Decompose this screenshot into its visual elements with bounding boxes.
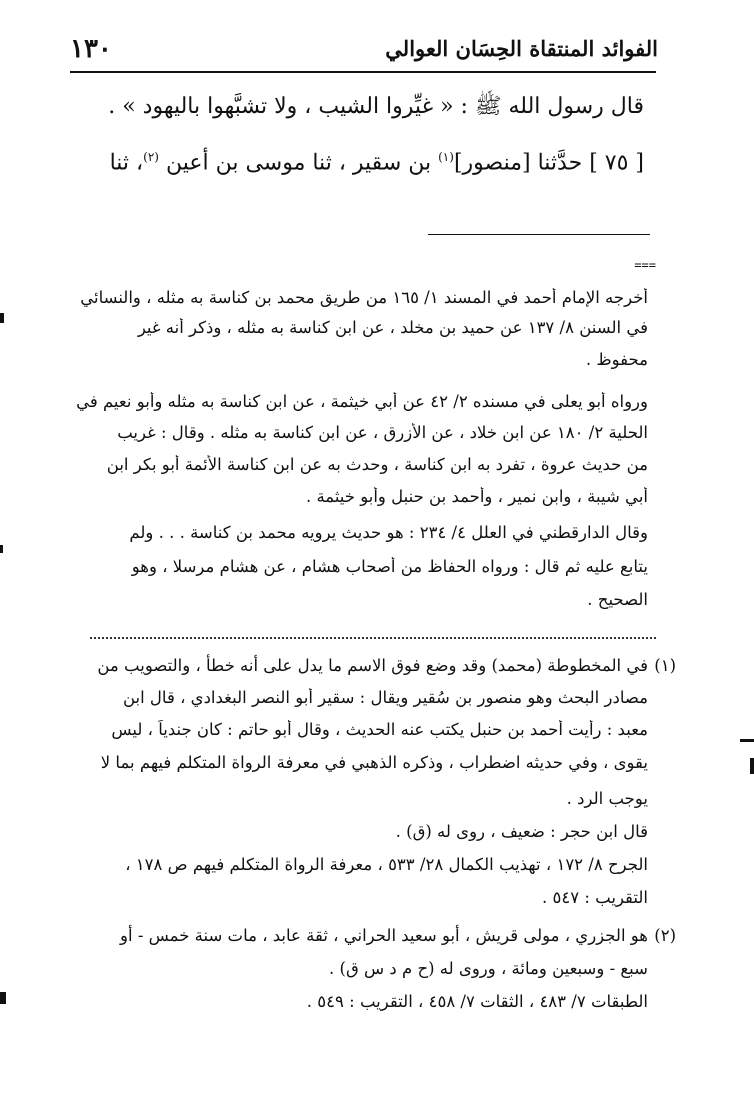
footnote-line bbox=[68, 926, 676, 945]
continuation-mark: === bbox=[634, 258, 656, 272]
scan-artifact bbox=[0, 992, 6, 1004]
note-line: وقال الدارقطني في العلل ٤/ ٢٣٤ : هو حديث يرويه محمد بن كناسة . . . ولم bbox=[129, 523, 648, 542]
header-rule bbox=[70, 71, 656, 73]
scan-artifact bbox=[0, 313, 4, 323]
footnote-line bbox=[68, 656, 676, 675]
footnote-number: (١) bbox=[654, 656, 676, 675]
page-header bbox=[60, 34, 658, 74]
footnote-separator bbox=[428, 234, 650, 235]
hadith-text-line: قال رسول الله ﷺ : « غيِّروا الشيب ، ولا تشبَّهوا باليهود » . bbox=[108, 94, 644, 119]
note-line: يتابع عليه ثم قال : ورواه الحفاظ من أصحاب هشام ، عن هشام مرسلا ، وهو bbox=[131, 557, 648, 576]
note-line: محفوظ . bbox=[585, 350, 648, 369]
note-line: ورواه أبو يعلى في مسنده ٢/ ٤٢ عن أبي خيثمة ، عن ابن كناسة به مثله وأبو نعيم في bbox=[76, 392, 648, 411]
running-title: الفوائد المنتقاة الحِسَان العوالي bbox=[385, 36, 658, 61]
footnote-text: في المخطوطة (محمد) وقد وضع فوق الاسم ما يدل على أنه خطأ ، والتصويب من bbox=[97, 656, 648, 675]
scan-artifact bbox=[740, 739, 754, 742]
note-line: الصحيح . bbox=[587, 590, 648, 609]
page-number: ١٣٠ bbox=[70, 34, 112, 64]
footnote-line: الطبقات ٧/ ٤٨٣ ، الثقات ٧/ ٤٥٨ ، التقريب : ٥٤٩ . bbox=[306, 992, 648, 1011]
footnote-line: قال ابن حجر : ضعيف ، روى له (ق) . bbox=[395, 822, 648, 841]
footnote-line: الجرح ٨/ ١٧٢ ، تهذيب الكمال ٢٨/ ٥٣٣ ، معرفة الرواة المتكلم فيهم ص ١٧٨ ، bbox=[125, 855, 648, 874]
scan-artifact bbox=[750, 758, 754, 774]
note-line: أخرجه الإمام أحمد في المسند ١/ ١٦٥ من طريق محمد بن كناسة به مثله ، والنسائي bbox=[80, 288, 648, 307]
footnote-ref-2: (٢) bbox=[143, 150, 159, 164]
note-line: من حديث عروة ، تفرد به ابن كناسة ، وحدث به عن ابن كناسة الأئمة أبو بكر ابن bbox=[106, 455, 648, 474]
isnad-end: ، ثنا bbox=[109, 150, 144, 176]
footnote-line: يوجب الرد . bbox=[566, 789, 648, 808]
dotted-divider bbox=[90, 637, 656, 639]
footnote-line: سبع - وسبعين ومائة ، وروى له (ح م د س ق) . bbox=[329, 959, 648, 978]
footnote-line: مصادر البحث وهو منصور بن سُقير ويقال : سقير أبو النصر البغدادي ، قال ابن bbox=[122, 688, 648, 707]
isnad-middle: بن سقير ، ثنا موسى بن أعين bbox=[158, 150, 439, 176]
footnote-line: معبد : رأيت أحمد بن حنبل يكتب عنه الحديث ، وقال أبو حاتم : كان جندياً ، ليس bbox=[111, 720, 648, 739]
footnote-line: التقريب : ٥٤٧ . bbox=[542, 888, 648, 907]
isnad-start: [ ٧٥ ] حدَّثنا [منصور] bbox=[453, 150, 644, 176]
note-line: الحلية ٢/ ١٨٠ عن ابن خلاد ، عن الأزرق ، عن ابن كناسة به مثله . وقال : غريب bbox=[117, 423, 648, 442]
footnote-line: يقوى ، وفي حديثه اضطراب ، وذكره الذهبي في معرفة الرواة المتكلم فيهم بما لا bbox=[100, 753, 648, 772]
footnote-number: (٢) bbox=[654, 926, 676, 945]
scan-artifact bbox=[0, 545, 3, 553]
note-line: في السنن ٨/ ١٣٧ عن حميد بن مخلد ، عن ابن كناسة به مثله ، وذكر أنه غير bbox=[137, 318, 648, 337]
isnad-line bbox=[70, 150, 644, 175]
footnote-text: هو الجزري ، مولى قريش ، أبو سعيد الحراني ، ثقة عابد ، مات سنة خمس - أو bbox=[120, 926, 648, 945]
footnote-ref-1: (١) bbox=[438, 150, 454, 164]
note-line: أبي شيبة ، وابن نمير ، وأحمد بن حنبل وأبو خيثمة . bbox=[305, 487, 648, 506]
